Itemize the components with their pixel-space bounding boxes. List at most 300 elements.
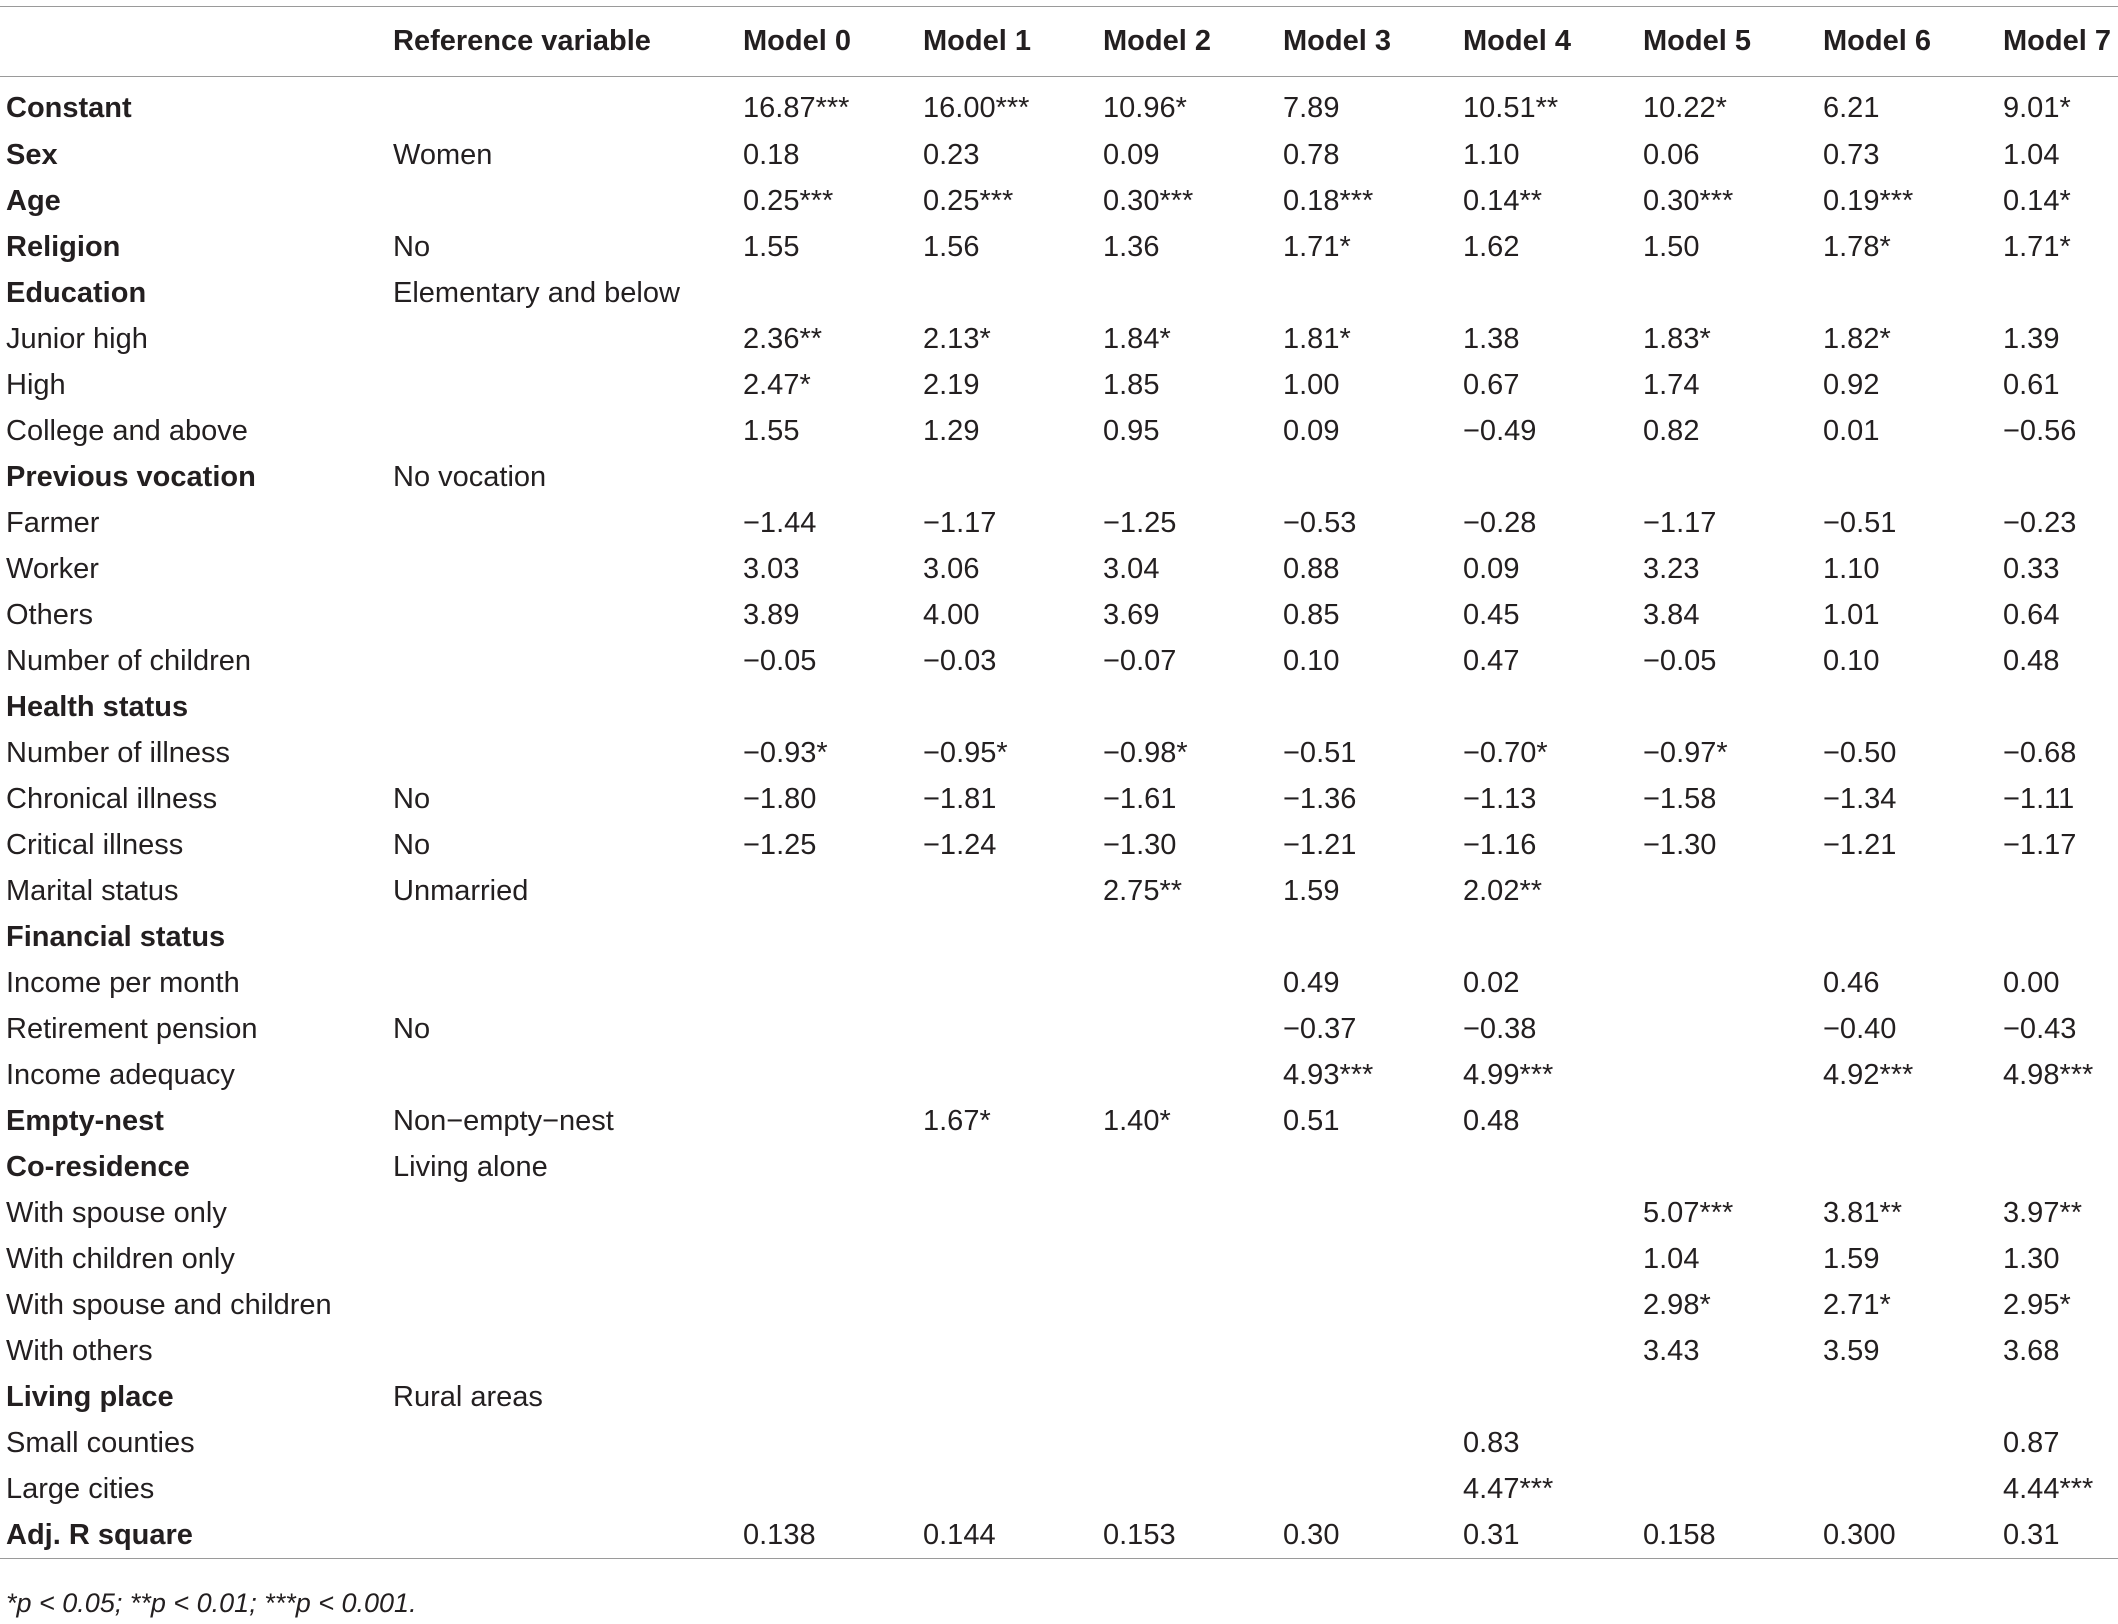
- model-2-cell: [1103, 271, 1283, 317]
- row-label: With spouse and children: [6, 1289, 332, 1321]
- model-2-cell: [1103, 1375, 1283, 1421]
- model-1-cell: 1.29: [923, 415, 980, 447]
- row-label: Number of illness: [6, 737, 231, 769]
- model-4-cell: [1463, 1145, 1643, 1191]
- model-2-cell: 0.09: [1103, 139, 1160, 171]
- model-3-cell: 4.93***: [1283, 1059, 1374, 1091]
- model-7-cell: 0.61: [2003, 369, 2060, 401]
- model-6-cell: 3.59: [1823, 1335, 1880, 1367]
- model-3-cell: [1283, 685, 1463, 731]
- model-3-cell: [1283, 1375, 1463, 1421]
- model-3-cell: −0.51: [1283, 737, 1357, 769]
- reference-cell: Elementary and below: [393, 277, 680, 309]
- table-body: [0, 77, 2118, 1559]
- model-3-cell: 0.30: [1283, 1513, 1463, 1559]
- table-row: [0, 1283, 2118, 1329]
- model-7-cell: [2003, 1145, 2118, 1191]
- model-4-cell: −0.49: [1463, 415, 1537, 447]
- reference-cell: Rural areas: [393, 1381, 543, 1413]
- model-0-cell: [743, 915, 923, 961]
- model-2-cell: −1.61: [1103, 783, 1177, 815]
- row-label: Others: [6, 599, 94, 631]
- model-7-cell: [2003, 685, 2118, 731]
- table-row: [0, 1421, 2118, 1467]
- model-3-cell: [1283, 1145, 1463, 1191]
- reference-cell: No vocation: [393, 461, 547, 493]
- reference-cell: [393, 1329, 743, 1375]
- model-0-cell: −0.93*: [743, 737, 828, 769]
- model-7-cell: −0.56: [2003, 415, 2077, 447]
- model-4-cell: 1.38: [1463, 323, 1520, 355]
- model-0-cell: [743, 1007, 923, 1053]
- table-row: [0, 1237, 2118, 1283]
- model-6-cell: 1.82*: [1823, 323, 1891, 355]
- model-7-cell: 0.33: [2003, 553, 2060, 585]
- model-4-cell: 10.51**: [1463, 92, 1559, 125]
- model-2-cell: [1103, 1329, 1283, 1375]
- model-7-cell: −1.11: [2003, 783, 2075, 815]
- row-label: Living place: [6, 1381, 174, 1413]
- model-6-cell: 0.92: [1823, 369, 1880, 401]
- model-3-cell: 1.81*: [1283, 323, 1351, 355]
- reference-cell: Unmarried: [393, 875, 529, 907]
- model-6-cell: 0.73: [1823, 139, 1880, 171]
- table-row: [0, 1053, 2118, 1099]
- model-4-cell: [1463, 1283, 1643, 1329]
- model-2-cell: 3.04: [1103, 553, 1160, 585]
- model-2-cell: [1103, 685, 1283, 731]
- model-2-cell: [1103, 1467, 1283, 1513]
- row-label: College and above: [6, 415, 248, 447]
- model-1-cell: [923, 271, 1103, 317]
- model-7-cell: [2003, 455, 2118, 501]
- row-label: Religion: [6, 231, 121, 263]
- model-6-cell: 0.19***: [1823, 185, 1914, 217]
- row-label: High: [6, 369, 66, 401]
- model-5-cell: [1643, 685, 1823, 731]
- model-5-cell: [1643, 915, 1823, 961]
- table-row: [0, 1007, 2118, 1053]
- model-4-cell: 0.14**: [1463, 185, 1543, 217]
- reference-cell: [393, 363, 743, 409]
- model-0-cell: 2.47*: [743, 369, 811, 401]
- model-3-cell: [1283, 1467, 1463, 1513]
- model-4-cell: 0.02: [1463, 967, 1520, 999]
- model-4-cell: 0.47: [1463, 645, 1520, 677]
- table-row: [0, 1513, 2118, 1559]
- model-2-cell: [1103, 1191, 1283, 1237]
- reference-cell: [393, 1237, 743, 1283]
- model-1-cell: [923, 1007, 1103, 1053]
- model-7-cell: 4.98***: [2003, 1059, 2094, 1091]
- table-row: [0, 915, 2118, 961]
- model-2-cell: −0.98*: [1103, 737, 1188, 769]
- model-0-cell: −1.80: [743, 783, 817, 815]
- model-0-cell: 1.55: [743, 231, 800, 263]
- table-row: [0, 77, 2118, 133]
- model-5-cell: [1643, 1421, 1823, 1467]
- row-label: With children only: [6, 1243, 235, 1275]
- model-2-cell: −1.25: [1103, 507, 1177, 539]
- model-5-cell: [1643, 961, 1823, 1007]
- reference-cell: [393, 1053, 743, 1099]
- model-3-cell: 1.59: [1283, 875, 1340, 907]
- reference-cell: [393, 501, 743, 547]
- model-2-cell: 10.96*: [1103, 92, 1187, 125]
- row-label: Large cities: [6, 1473, 155, 1505]
- reference-cell: [393, 1421, 743, 1467]
- reference-cell: [393, 1191, 743, 1237]
- model-2-cell: −0.07: [1103, 645, 1177, 677]
- model-2-cell: 1.40*: [1103, 1105, 1171, 1137]
- model-1-cell: −0.03: [923, 645, 997, 677]
- regression-table: [0, 6, 2118, 1559]
- model-4-cell: 0.45: [1463, 599, 1520, 631]
- column-header-model-0: Model 0: [743, 7, 923, 77]
- model-6-cell: −0.40: [1823, 1013, 1897, 1045]
- table-row: [0, 731, 2118, 777]
- row-label: Worker: [6, 553, 99, 585]
- table-header: [0, 7, 2118, 77]
- model-3-cell: −0.37: [1283, 1013, 1357, 1045]
- table-row: [0, 639, 2118, 685]
- model-3-cell: 0.49: [1283, 967, 1340, 999]
- model-3-cell: 0.88: [1283, 553, 1340, 585]
- model-1-cell: 0.25***: [923, 185, 1014, 217]
- model-5-cell: 0.158: [1643, 1513, 1823, 1559]
- column-header-model-7: Model 7: [2003, 7, 2118, 77]
- model-7-cell: [2003, 271, 2118, 317]
- model-3-cell: [1283, 915, 1463, 961]
- model-7-cell: −1.17: [2003, 829, 2077, 861]
- model-7-cell: −0.68: [2003, 737, 2077, 769]
- model-5-cell: 3.84: [1643, 599, 1700, 631]
- table-row: [0, 1145, 2118, 1191]
- row-label: Financial status: [6, 921, 226, 953]
- model-1-cell: [923, 1467, 1103, 1513]
- model-0-cell: [743, 685, 923, 731]
- row-label: With spouse only: [6, 1197, 227, 1229]
- model-4-cell: [1463, 915, 1643, 961]
- model-0-cell: −1.25: [743, 829, 817, 861]
- model-5-cell: [1643, 1007, 1823, 1053]
- model-1-cell: 4.00: [923, 599, 980, 631]
- model-5-cell: 3.23: [1643, 553, 1700, 585]
- model-1-cell: [923, 455, 1103, 501]
- header-row: [0, 7, 2118, 77]
- model-1-cell: −1.81: [923, 783, 997, 815]
- model-7-cell: 0.64: [2003, 599, 2060, 631]
- model-0-cell: [743, 1237, 923, 1283]
- model-5-cell: 2.98*: [1643, 1289, 1711, 1321]
- row-label: Retirement pension: [6, 1013, 258, 1045]
- model-3-cell: 1.71*: [1283, 231, 1351, 263]
- model-5-cell: −0.05: [1643, 645, 1717, 677]
- model-2-cell: [1103, 1283, 1283, 1329]
- model-7-cell: 3.97**: [2003, 1197, 2083, 1229]
- model-5-cell: −1.58: [1643, 783, 1717, 815]
- table-row: [0, 363, 2118, 409]
- model-1-cell: 2.13*: [923, 323, 991, 355]
- model-3-cell: [1283, 1237, 1463, 1283]
- table-row: [0, 1375, 2118, 1421]
- column-header-model-6: Model 6: [1823, 7, 2003, 77]
- model-5-cell: [1643, 1467, 1823, 1513]
- model-0-cell: [743, 869, 923, 915]
- model-4-cell: 2.02**: [1463, 875, 1543, 907]
- reference-cell: No: [393, 1013, 431, 1045]
- reference-cell: [393, 77, 743, 133]
- reference-cell: [393, 915, 743, 961]
- model-2-cell: 3.69: [1103, 599, 1160, 631]
- model-6-cell: [1823, 1145, 2003, 1191]
- model-5-cell: 1.04: [1643, 1243, 1700, 1275]
- model-1-cell: [923, 1145, 1103, 1191]
- model-6-cell: [1823, 869, 2003, 915]
- model-4-cell: −0.28: [1463, 507, 1537, 539]
- model-7-cell: 3.68: [2003, 1335, 2060, 1367]
- table-row: [0, 1191, 2118, 1237]
- reference-cell: [393, 409, 743, 455]
- model-2-cell: [1103, 1007, 1283, 1053]
- model-6-cell: 1.78*: [1823, 231, 1891, 263]
- model-2-cell: 1.85: [1103, 369, 1160, 401]
- model-5-cell: 0.30***: [1643, 185, 1734, 217]
- model-1-cell: [923, 1375, 1103, 1421]
- model-2-cell: [1103, 1237, 1283, 1283]
- model-5-cell: −1.30: [1643, 829, 1717, 861]
- reference-cell: [393, 639, 743, 685]
- reference-cell: [393, 593, 743, 639]
- model-1-cell: [923, 1421, 1103, 1467]
- model-5-cell: 5.07***: [1643, 1197, 1734, 1229]
- table-row: [0, 179, 2118, 225]
- reference-cell: No: [393, 783, 431, 815]
- model-2-cell: 0.30***: [1103, 185, 1194, 217]
- model-6-cell: −0.50: [1823, 737, 1897, 769]
- model-6-cell: 6.21: [1823, 92, 1880, 125]
- model-3-cell: [1283, 271, 1463, 317]
- model-0-cell: [743, 455, 923, 501]
- table-row: [0, 961, 2118, 1007]
- row-label: Education: [6, 277, 147, 309]
- model-1-cell: [923, 685, 1103, 731]
- table-row: [0, 685, 2118, 731]
- model-4-cell: 1.10: [1463, 139, 1520, 171]
- reference-cell: [393, 1283, 743, 1329]
- model-4-cell: 0.09: [1463, 553, 1520, 585]
- model-3-cell: 0.09: [1283, 415, 1340, 447]
- column-header-model-4: Model 4: [1463, 7, 1643, 77]
- model-7-cell: 0.31: [2003, 1513, 2118, 1559]
- row-label: With others: [6, 1335, 153, 1367]
- model-7-cell: 4.44***: [2003, 1473, 2094, 1505]
- table-row: [0, 501, 2118, 547]
- model-2-cell: [1103, 961, 1283, 1007]
- model-1-cell: 0.144: [923, 1513, 1103, 1559]
- model-2-cell: [1103, 455, 1283, 501]
- model-1-cell: [923, 1053, 1103, 1099]
- model-0-cell: [743, 1053, 923, 1099]
- model-5-cell: 1.74: [1643, 369, 1700, 401]
- row-label: Sex: [6, 139, 58, 171]
- model-1-cell: [923, 1329, 1103, 1375]
- reference-cell: Non−empty−nest: [393, 1105, 614, 1137]
- model-3-cell: −1.36: [1283, 783, 1357, 815]
- model-7-cell: 1.39: [2003, 323, 2060, 355]
- model-7-cell: 1.30: [2003, 1243, 2060, 1275]
- reference-cell: Women: [393, 139, 493, 171]
- row-label: Income adequacy: [6, 1059, 235, 1091]
- reference-cell: [393, 685, 743, 731]
- model-6-cell: [1823, 1375, 2003, 1421]
- model-6-cell: [1823, 685, 2003, 731]
- model-2-cell: [1103, 1421, 1283, 1467]
- model-4-cell: 4.99***: [1463, 1059, 1554, 1091]
- model-1-cell: [923, 1283, 1103, 1329]
- model-6-cell: [1823, 271, 2003, 317]
- model-3-cell: 1.00: [1283, 369, 1340, 401]
- model-5-cell: 3.43: [1643, 1335, 1700, 1367]
- model-7-cell: [2003, 869, 2118, 915]
- reference-cell: [393, 1467, 743, 1513]
- table-footnote: *p < 0.05; **p < 0.01; ***p < 0.001.: [6, 1588, 417, 1618]
- table-row: [0, 547, 2118, 593]
- reference-cell: No: [393, 231, 431, 263]
- row-label: Adj. R square: [0, 1513, 393, 1559]
- model-0-cell: [743, 1191, 923, 1237]
- row-label: Farmer: [6, 507, 100, 539]
- model-2-cell: 1.36: [1103, 231, 1160, 263]
- model-1-cell: 2.19: [923, 369, 980, 401]
- row-label: Chronical illness: [6, 783, 218, 815]
- model-7-cell: 9.01*: [2003, 92, 2071, 125]
- model-5-cell: 10.22*: [1643, 92, 1727, 125]
- model-0-cell: [743, 1145, 923, 1191]
- model-1-cell: [923, 1237, 1103, 1283]
- column-header-reference: Reference variable: [393, 7, 743, 77]
- model-1-cell: 1.67*: [923, 1105, 991, 1137]
- model-0-cell: 0.18: [743, 139, 800, 171]
- model-0-cell: [743, 961, 923, 1007]
- column-header-variable: [0, 7, 393, 77]
- model-4-cell: [1463, 1191, 1643, 1237]
- model-5-cell: 0.82: [1643, 415, 1700, 447]
- model-0-cell: 16.87***: [743, 92, 850, 125]
- model-4-cell: 0.31: [1463, 1513, 1643, 1559]
- model-5-cell: 1.83*: [1643, 323, 1711, 355]
- model-0-cell: 0.25***: [743, 185, 834, 217]
- model-4-cell: [1463, 685, 1643, 731]
- model-3-cell: 7.89: [1283, 92, 1340, 125]
- model-0-cell: [743, 1099, 923, 1145]
- column-header-model-2: Model 2: [1103, 7, 1283, 77]
- model-6-cell: 4.92***: [1823, 1059, 1914, 1091]
- table-row: [0, 317, 2118, 363]
- model-6-cell: −0.51: [1823, 507, 1897, 539]
- model-3-cell: [1283, 1329, 1463, 1375]
- row-label: Marital status: [6, 875, 179, 907]
- model-7-cell: 2.95*: [2003, 1289, 2071, 1321]
- model-0-cell: [743, 1329, 923, 1375]
- model-4-cell: [1463, 1375, 1643, 1421]
- model-1-cell: [923, 961, 1103, 1007]
- model-7-cell: 0.87: [2003, 1427, 2060, 1459]
- model-1-cell: −1.24: [923, 829, 997, 861]
- table-row: [0, 1099, 2118, 1145]
- model-5-cell: 1.50: [1643, 231, 1700, 263]
- model-0-cell: [743, 1421, 923, 1467]
- model-4-cell: −0.38: [1463, 1013, 1537, 1045]
- model-6-cell: 0.01: [1823, 415, 1880, 447]
- model-4-cell: −1.13: [1463, 783, 1537, 815]
- reference-cell: [393, 961, 743, 1007]
- model-6-cell: [1823, 1421, 2003, 1467]
- model-5-cell: −0.97*: [1643, 737, 1728, 769]
- model-5-cell: [1643, 1145, 1823, 1191]
- row-label: Number of children: [6, 645, 251, 677]
- model-4-cell: 1.62: [1463, 231, 1520, 263]
- model-6-cell: 1.59: [1823, 1243, 1880, 1275]
- model-3-cell: 0.18***: [1283, 185, 1374, 217]
- model-6-cell: −1.21: [1823, 829, 1897, 861]
- table-row: [0, 593, 2118, 639]
- model-2-cell: 2.75**: [1103, 875, 1183, 907]
- table-row: [0, 823, 2118, 869]
- model-5-cell: [1643, 1053, 1823, 1099]
- row-label: Constant: [6, 92, 132, 125]
- model-5-cell: [1643, 1099, 1823, 1145]
- model-1-cell: 3.06: [923, 553, 980, 585]
- model-0-cell: −1.44: [743, 507, 817, 539]
- model-4-cell: 0.67: [1463, 369, 1520, 401]
- model-4-cell: [1463, 1237, 1643, 1283]
- model-7-cell: −0.43: [2003, 1013, 2077, 1045]
- model-7-cell: 1.71*: [2003, 231, 2071, 263]
- model-6-cell: [1823, 1467, 2003, 1513]
- model-3-cell: −1.21: [1283, 829, 1357, 861]
- model-3-cell: [1283, 455, 1463, 501]
- model-4-cell: −0.70*: [1463, 737, 1548, 769]
- table-row: [0, 409, 2118, 455]
- model-1-cell: 0.23: [923, 139, 980, 171]
- column-header-model-3: Model 3: [1283, 7, 1463, 77]
- model-5-cell: [1643, 455, 1823, 501]
- model-6-cell: [1823, 455, 2003, 501]
- model-2-cell: 0.153: [1103, 1513, 1283, 1559]
- model-7-cell: −0.23: [2003, 507, 2077, 539]
- model-0-cell: [743, 1375, 923, 1421]
- model-4-cell: [1463, 271, 1643, 317]
- model-2-cell: [1103, 1145, 1283, 1191]
- model-1-cell: [923, 869, 1103, 915]
- model-6-cell: 0.10: [1823, 645, 1880, 677]
- model-7-cell: [2003, 915, 2118, 961]
- model-6-cell: [1823, 1099, 2003, 1145]
- model-6-cell: −1.34: [1823, 783, 1897, 815]
- model-6-cell: [1823, 915, 2003, 961]
- reference-cell: [393, 179, 743, 225]
- table-row: [0, 455, 2118, 501]
- model-0-cell: [743, 1467, 923, 1513]
- model-4-cell: 4.47***: [1463, 1473, 1554, 1505]
- row-label: Empty-nest: [6, 1105, 164, 1137]
- reference-cell: [393, 1513, 743, 1559]
- model-4-cell: −1.16: [1463, 829, 1537, 861]
- model-3-cell: [1283, 1191, 1463, 1237]
- model-3-cell: 0.85: [1283, 599, 1340, 631]
- column-header-model-5: Model 5: [1643, 7, 1823, 77]
